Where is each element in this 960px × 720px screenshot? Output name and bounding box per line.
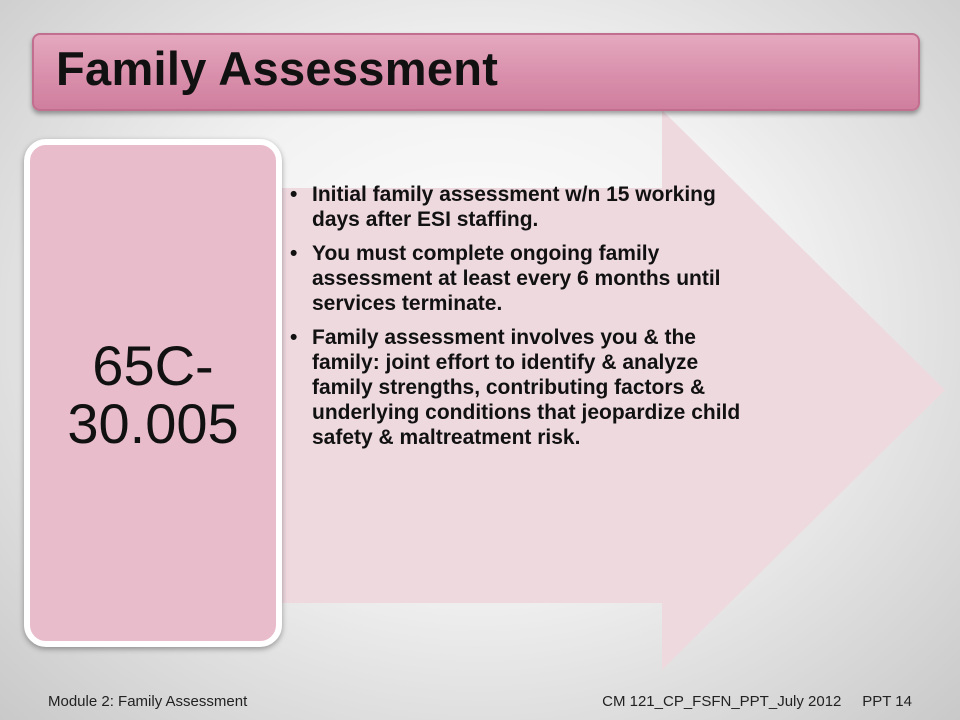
statute-box — [24, 139, 282, 647]
statute-label-line2: 30.005 — [67, 392, 239, 455]
bullet-list — [284, 182, 754, 459]
bullet-icon: • — [290, 242, 298, 265]
bullet-icon: • — [290, 326, 298, 349]
slide-title: Family Assessment — [56, 42, 499, 95]
bullet-item — [284, 182, 754, 232]
footer-course-id: CM 121_CP_FSFN_PPT_July 2012 PPT 14 — [602, 693, 912, 710]
bullet-text: Family assessment involves you & the family: joint effort to identify & analyze family strengths, contributing factors & underlying conditions that jeopardize child safety & maltreatment risk. — [312, 326, 741, 449]
bullet-text: Initial family assessment w/n 15 working days after ESI staffing. — [312, 183, 716, 231]
bullet-icon: • — [290, 183, 298, 206]
footer-module: Module 2: Family Assessment — [48, 693, 248, 710]
statute-label — [67, 334, 239, 455]
title-bar — [32, 33, 920, 111]
bullet-item — [284, 325, 754, 450]
bullet-text: You must complete ongoing family assessment at least every 6 months until services terminate. — [312, 242, 721, 315]
bullet-item — [284, 241, 754, 316]
statute-label-line1: 65C- — [92, 334, 214, 397]
